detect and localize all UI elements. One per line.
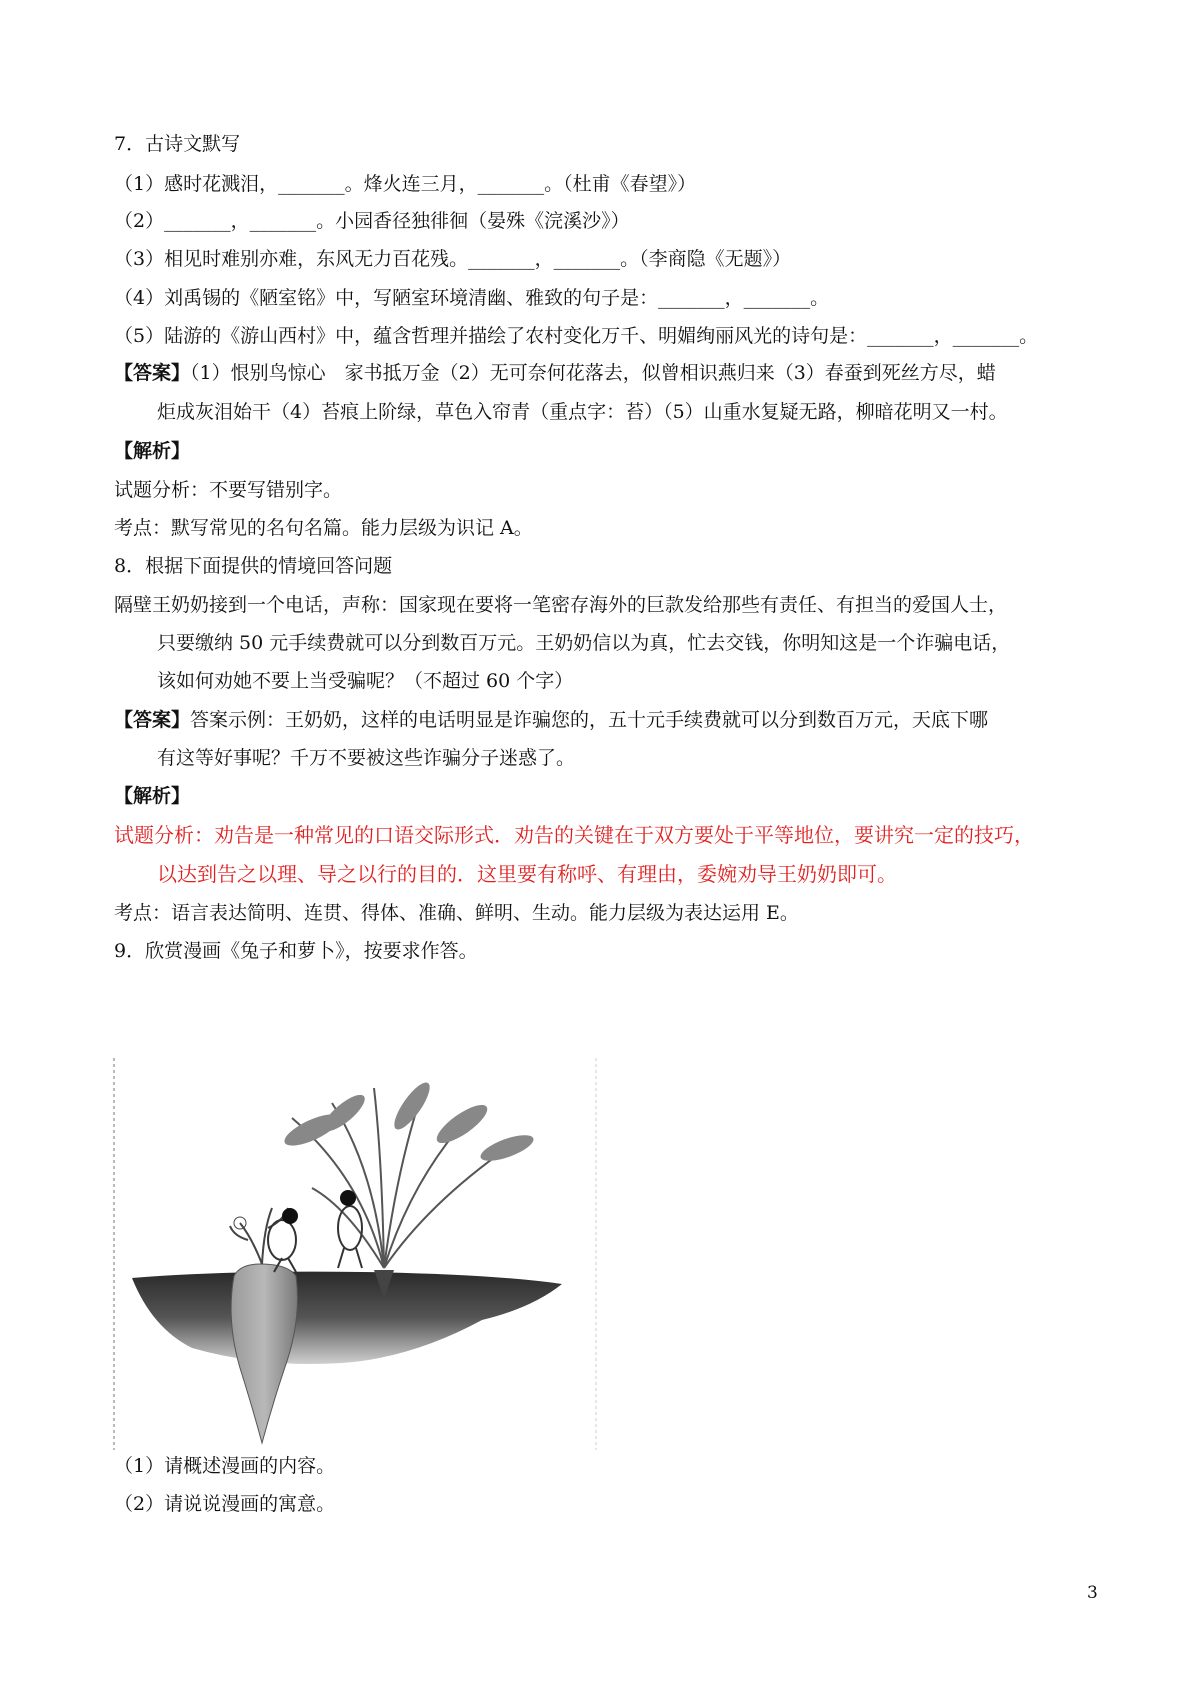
rabbit-carrot-cartoon bbox=[112, 1058, 600, 1450]
q9-title: 9．欣赏漫画《兔子和萝卜》，按要求作答。 bbox=[114, 940, 478, 962]
q7-answer bbox=[114, 359, 996, 387]
answer-label: 【答案】 bbox=[114, 362, 191, 384]
q7-item-5: （5）陆游的《游山西村》中，蕴含哲理并描绘了农村变化万千、明媚绚丽风光的诗句是：_______，_______。 bbox=[114, 325, 1039, 347]
q9-item-1: （1）请概述漫画的内容。 bbox=[114, 1455, 336, 1477]
q8-scenario-2: 只要缴纳 50 元手续费就可以分到数百万元。王奶奶信以为真，忙去交钱，你明知这是一个诈骗电话， bbox=[157, 632, 1011, 654]
answer-text: （1）恨别鸟惊心 家书抵万金（2）无可奈何花落去，似曾相识燕归来（3）春蚕到死丝方尽，蜡 bbox=[190, 362, 996, 384]
q8-answer-cont: 有这等好事呢？千万不要被这些诈骗分子迷惑了。 bbox=[157, 747, 576, 769]
answer-label: 【答案】 bbox=[114, 709, 191, 731]
q8-analysis-label: 【解析】 bbox=[114, 785, 191, 807]
soil bbox=[132, 1272, 562, 1364]
q8-kaodian: 考点：语言表达简明、连贯、得体、准确、鲜明、生动。能力层级为表达运用 E。 bbox=[114, 902, 799, 924]
q7-title: 7．古诗文默写 bbox=[114, 133, 241, 155]
q8-scenario-1: 隔壁王奶奶接到一个电话，声称：国家现在要将一笔密存海外的巨款发给那些有责任、有担当的爱国人士， bbox=[114, 594, 1008, 616]
q7-kaodian: 考点：默写常见的名句名篇。能力层级为识记 A。 bbox=[114, 517, 533, 539]
q7-item-1: （1）感时花溅泪，_______。烽火连三月，_______。（杜甫《春望》） bbox=[114, 173, 697, 195]
big-carrot-root bbox=[231, 1264, 297, 1443]
q7-item-3: （3）相见时难别亦难，东风无力百花残。_______，_______。（李商隐《无题》） bbox=[114, 248, 792, 270]
q8-scenario-3: 该如何劝她不要上当受骗呢？（不超过 60 个字） bbox=[157, 670, 574, 692]
q7-item-4: （4）刘禹锡的《陋室铭》中，写陋室环境清幽、雅致的句子是：_______，_______。 bbox=[114, 287, 830, 309]
q7-answer-cont: 炬成灰泪始干（4）苔痕上阶绿，草色入帘青（重点字：苔）（5）山重水复疑无路，柳暗花明又一村。 bbox=[157, 401, 1008, 423]
answer-text: 答案示例：王奶奶，这样的电话明显是诈骗您的，五十元手续费就可以分到数百万元，天底下哪 bbox=[190, 709, 989, 731]
q7-analysis: 试题分析：不要写错别字。 bbox=[114, 479, 343, 501]
q8-analysis-2: 以达到告之以理、导之以行的目的．这里要有称呼、有理由，委婉劝导王奶奶即可。 bbox=[157, 862, 897, 886]
q7-item-2: （2）_______，_______。小园香径独徘徊（晏殊《浣溪沙》） bbox=[114, 210, 630, 232]
cartoon-drawing bbox=[112, 1058, 600, 1450]
page-number: 3 bbox=[1087, 1583, 1098, 1603]
small-leaves bbox=[230, 1208, 288, 1264]
q7-analysis-label: 【解析】 bbox=[114, 440, 191, 462]
q9-item-2: （2）请说说漫画的寓意。 bbox=[114, 1493, 336, 1515]
leaf-tufts bbox=[281, 1078, 537, 1166]
left-rabbit bbox=[268, 1208, 298, 1272]
q8-title: 8．根据下面提供的情境回答问题 bbox=[114, 555, 393, 577]
q8-answer bbox=[114, 706, 988, 734]
q8-analysis-1: 试题分析：劝告是一种常见的口语交际形式．劝告的关键在于双方要处于平等地位，要讲究一定的技巧， bbox=[114, 823, 1034, 847]
